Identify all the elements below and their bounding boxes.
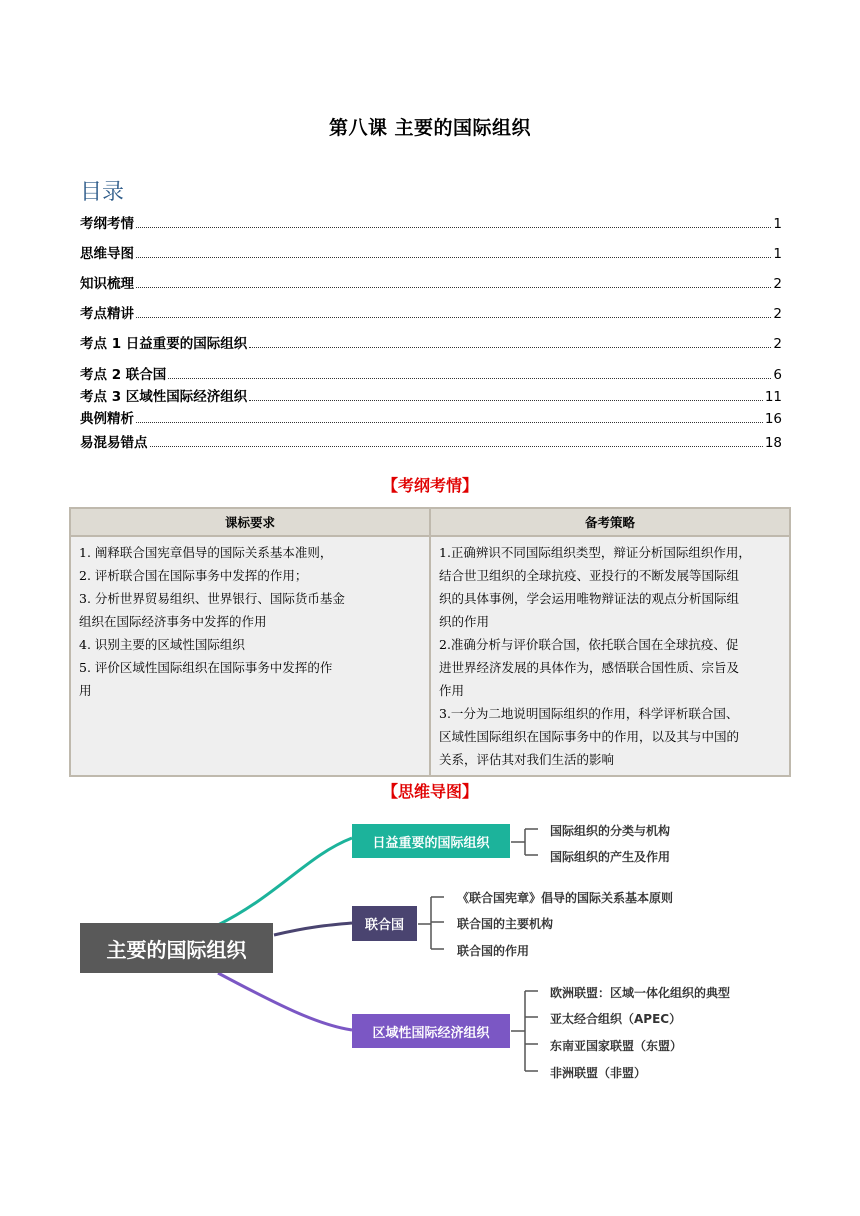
toc-entry[interactable]: [80, 363, 782, 383]
toc-leader: [136, 287, 771, 288]
toc-entry[interactable]: [80, 385, 782, 405]
cell-line: 2. 评析联合国在国际事务中发挥的作用；: [79, 568, 308, 583]
mind-map-root: 主要的国际组织: [80, 923, 273, 973]
toc-entry[interactable]: [80, 272, 782, 292]
cell-line: 织的作用: [439, 614, 490, 629]
toc-leader: [249, 400, 763, 401]
bracket-branch-3: [511, 991, 538, 1071]
cell-line: 用: [79, 683, 92, 698]
toc-label: 考点精讲: [80, 306, 134, 322]
toc-label: 易混易错点: [80, 435, 148, 451]
mind-map-leaf: 联合国的主要机构: [457, 917, 554, 931]
mind-map-leaf: 东南亚国家联盟（东盟）: [550, 1039, 683, 1053]
toc-leader: [136, 257, 771, 258]
toc-leader: [136, 317, 771, 318]
cell-line: 织的具体事例，学会运用唯物辩证法的观点分析国际组: [439, 591, 740, 606]
mind-map-leaf: 亚太经合组织（APEC）: [550, 1012, 682, 1026]
page-title: 第八课 主要的国际组织: [328, 117, 532, 139]
toc-page: 18: [764, 435, 782, 451]
cell-line: 组织在国际经济事务中发挥的作用: [79, 614, 267, 629]
toc-entry[interactable]: [80, 407, 782, 427]
toc-label: 知识梳理: [80, 276, 134, 292]
toc-page: 2: [773, 276, 782, 292]
toc-entry[interactable]: [80, 242, 782, 262]
cell-line: 作用: [439, 683, 465, 698]
exam-outline-table: [69, 507, 791, 777]
cell-line: 4. 识别主要的区域性国际组织: [79, 637, 245, 652]
cell-line: 2.准确分析与评价联合国，依托联合国在全球抗疫、促: [439, 637, 739, 652]
toc-leader: [136, 422, 763, 423]
mind-map-branch-un: 联合国: [352, 906, 417, 941]
table-cell-requirements: [70, 536, 430, 776]
toc-entry[interactable]: [80, 302, 782, 322]
bracket-branch-1: [511, 829, 538, 855]
toc-leader: [168, 378, 771, 379]
toc-heading: 目录: [80, 180, 125, 205]
table-cell-strategy: [430, 536, 790, 776]
toc-page: 1: [773, 216, 782, 232]
toc-leader: [249, 347, 771, 348]
section-title-exam-outline: 【考纲考情】: [381, 476, 478, 495]
bracket-branch-2: [418, 897, 444, 949]
toc-page: 2: [773, 336, 782, 352]
toc-label: 考点 3 区域性国际经济组织: [80, 389, 248, 405]
mind-map: [78, 815, 778, 1085]
toc-entry[interactable]: [80, 431, 782, 451]
cell-line: 关系，评估其对我们生活的影响: [439, 752, 615, 767]
mind-map-leaf: 非洲联盟（非盟）: [550, 1066, 647, 1080]
mind-map-leaf: 联合国的作用: [457, 944, 530, 958]
mind-map-leaf: 国际组织的分类与机构: [550, 824, 671, 838]
connector-branch-3: [218, 973, 352, 1030]
cell-line: 结合世卫组织的全球抗疫、亚投行的不断发展等国际组: [439, 568, 740, 583]
cell-line: 1.正确辨识不同国际组织类型，辩证分析国际组织作用，: [439, 545, 751, 560]
mind-map-branch-regional-orgs: 区域性国际经济组织: [352, 1014, 510, 1048]
table-header-row: [70, 508, 790, 536]
table-header: 备考策略: [430, 508, 790, 536]
toc-label: 考点 2 联合国: [80, 367, 167, 383]
table-header: 课标要求: [70, 508, 430, 536]
toc-page: 1: [773, 246, 782, 262]
cell-line: 进世界经济发展的具体作为，感悟联合国性质、宗旨及: [439, 660, 740, 675]
toc-leader: [136, 227, 771, 228]
cell-line: 5. 评价区域性国际组织在国际事务中发挥的作: [79, 660, 333, 675]
toc-label: 考点 1 日益重要的国际组织: [80, 336, 248, 352]
connector-branch-2: [274, 923, 352, 935]
cell-line: 3. 分析世界贸易组织、世界银行、国际货币基金: [79, 591, 345, 606]
toc-entry[interactable]: [80, 332, 782, 352]
toc-label: 典例精析: [80, 411, 134, 427]
mind-map-leaf: 欧洲联盟：区域一体化组织的典型: [550, 986, 731, 1000]
mind-map-leaf: 国际组织的产生及作用: [550, 850, 671, 864]
toc-label: 考纲考情: [80, 216, 134, 232]
toc-page: 16: [764, 411, 782, 427]
connector-branch-1: [218, 838, 352, 925]
toc-page: 2: [773, 306, 782, 322]
section-title-mind-map: 【思维导图】: [381, 782, 478, 801]
toc-leader: [150, 446, 763, 447]
cell-line: 3.一分为二地说明国际组织的作用，科学评析联合国、: [439, 706, 739, 721]
toc-page: 6: [773, 367, 782, 383]
toc-label: 思维导图: [80, 246, 134, 262]
cell-line: 1. 阐释联合国宪章倡导的国际关系基本准则，: [79, 545, 333, 560]
mind-map-leaf: 《联合国宪章》倡导的国际关系基本原则: [457, 891, 674, 905]
mind-map-branch-international-orgs: 日益重要的国际组织: [352, 824, 510, 858]
cell-line: 区域性国际组织在国际事务中的作用，以及其与中国的: [439, 729, 740, 744]
toc-entry[interactable]: [80, 212, 782, 232]
toc-page: 11: [764, 389, 782, 405]
table-row: [70, 536, 790, 776]
